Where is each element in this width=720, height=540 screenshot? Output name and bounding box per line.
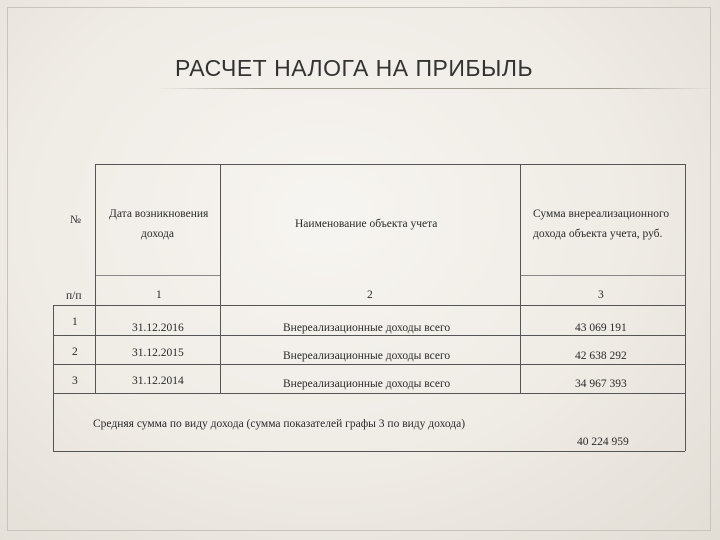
row2-sum: 42 638 292 (575, 350, 627, 362)
numbering-col3: 3 (598, 289, 604, 301)
row3-bottom (53, 393, 685, 394)
header-separator-right (520, 275, 685, 276)
col-divider-3 (520, 164, 521, 393)
row3-date: 31.12.2014 (132, 375, 184, 387)
col-divider-2 (220, 164, 221, 393)
numbering-col2: 2 (367, 289, 373, 301)
table-left-border (53, 305, 54, 451)
row2-object-name: Внереализационные доходы всего (283, 350, 451, 362)
row1-number: 1 (72, 316, 78, 328)
numbering-col1: 1 (156, 289, 162, 301)
row2-date: 31.12.2015 (132, 347, 184, 359)
title-underline (155, 88, 715, 89)
header-date-line2: дохода (141, 228, 175, 240)
row3-sum: 34 967 393 (575, 378, 627, 390)
page-title: РАСЧЕТ НАЛОГА НА ПРИБЫЛЬ (175, 55, 534, 81)
header-sum-line1: Сумма внереализационного (533, 208, 670, 220)
header-object-name: Наименование объекта учета (295, 218, 438, 230)
row1-sum: 43 069 191 (575, 322, 627, 334)
slide-frame (7, 7, 711, 531)
numbering-row-bottom (53, 305, 685, 306)
row3-number: 3 (72, 375, 78, 387)
col-divider-1 (95, 164, 96, 393)
row2-number: 2 (72, 346, 78, 358)
row1-date: 31.12.2016 (132, 322, 184, 334)
header-separator-left (95, 275, 220, 276)
total-label: Средняя сумма по виду дохода (сумма показателей графы 3 по виду дохода) (93, 418, 466, 430)
header-date-line1: Дата возникновения (109, 208, 209, 220)
table-bottom-border (53, 451, 685, 452)
row1-object-name: Внереализационные доходы всего (283, 322, 451, 334)
numbering-pp: п/п (66, 290, 82, 302)
table-top-border (95, 164, 685, 165)
row2-bottom (53, 364, 685, 365)
row1-bottom (53, 335, 685, 336)
header-sum-line2: дохода объекта учета, руб. (533, 228, 663, 240)
header-number-sign: № (70, 214, 81, 226)
row3-object-name: Внереализационные доходы всего (283, 378, 451, 390)
table-right-border (685, 164, 686, 451)
total-value: 40 224 959 (577, 436, 629, 448)
